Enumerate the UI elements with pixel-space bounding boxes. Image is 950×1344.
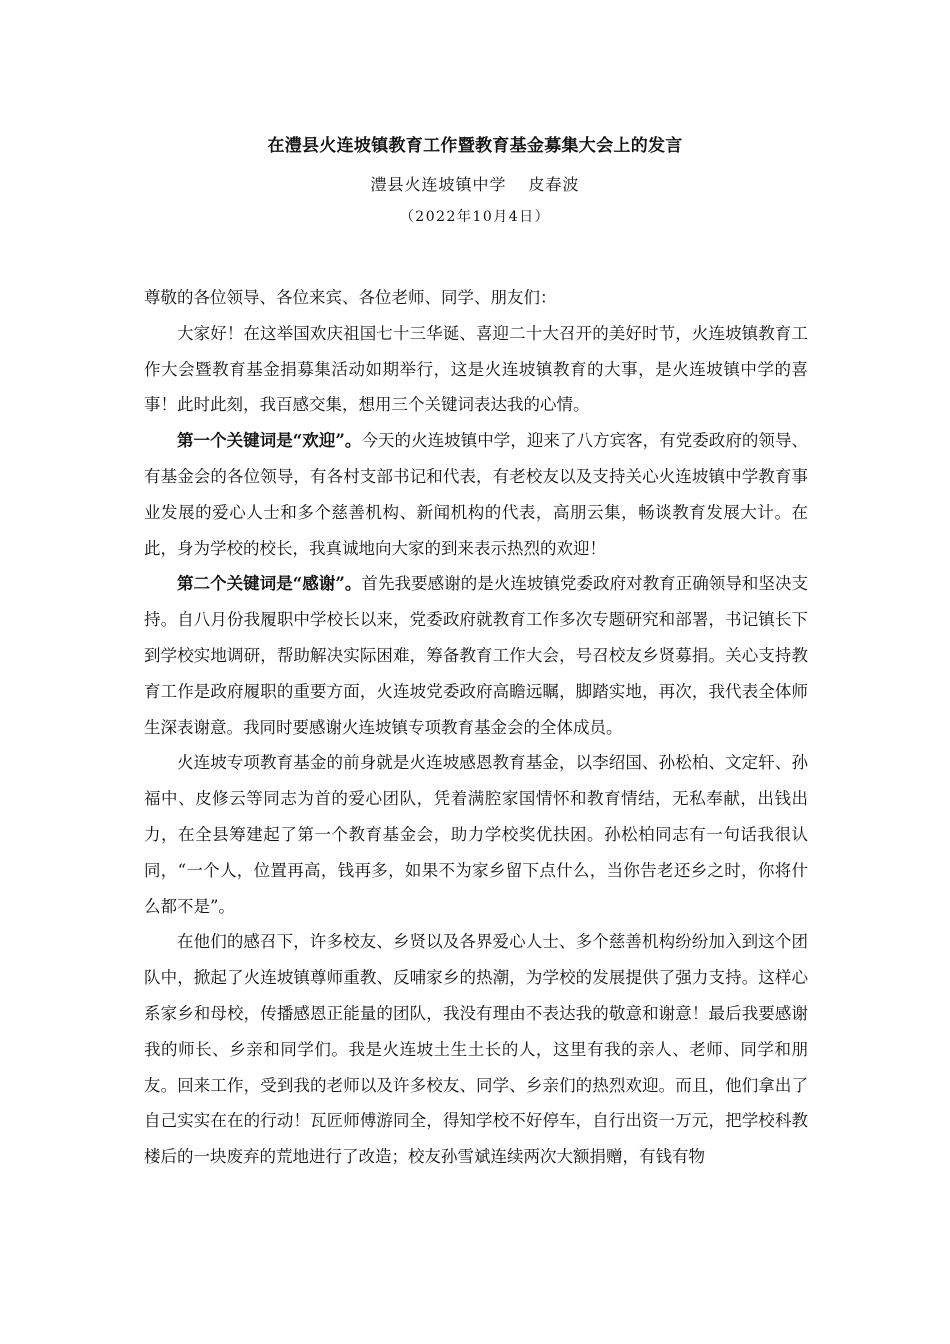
salutation: 尊敬的各位领导、各位来宾、各位老师、同学、朋友们：: [144, 288, 557, 307]
keyword-thanks: 第二个关键词是“感谢”。: [177, 574, 362, 594]
author-line: [0, 172, 950, 195]
paragraph-welcome: [144, 423, 808, 566]
speech-date: （2022年10月4日）: [399, 209, 551, 225]
paragraph-fund-history: 火连坡专项教育基金的前身就是火连坡感恩教育基金，以李绍国、孙松柏、文定轩、孙福中、皮修云等同志为首的爱心团队，凭着满腔家国情怀和教育情结，无私奉献，出钱出力，在全县筹建起了第一个教育基金会，助力学校奖优扶困。孙松柏同志有一句话我很认同，“一个人，位置再高，钱再多，如果不为家乡留下点什么，当你告老还乡之时，你将什么都不是”。: [144, 753, 808, 916]
speech-body: [144, 280, 808, 1175]
paragraph-welcome-text: 今天的火连坡镇中学，迎来了八方宾客，有党委政府的领导、有基金会的各位领导，有各村支部书记和代表，有老校友以及支持关心火连坡镇中学教育事业发展的爱心人士和多个慈善机构、新闻机构的代表，高朋云集，畅谈教育发展大计。在此，身为学校的校长，我真诚地向大家的到来表示热烈的欢迎！: [144, 431, 809, 558]
paragraph-thanks: [144, 566, 808, 745]
paragraph-opening: 大家好！在这举国欢庆祖国七十三华诞、喜迎二十大召开的美好时节，火连坡镇教育工作大会暨教育基金捐募集活动如期举行，这是火连坡镇教育的大事，是火连坡镇中学的喜事！此时此刻，我百感交集，想用三个关键词表达我的心情。: [144, 323, 808, 415]
keyword-welcome: 第一个关键词是“欢迎”。: [177, 431, 362, 451]
author-unit: 澧县火连坡镇中学: [370, 175, 507, 194]
paragraph-supporters: 在他们的感召下，许多校友、乡贤以及各界爱心人士、多个慈善机构纷纷加入到这个团队中，掀起了火连坡镇尊师重教、反哺家乡的热潮，为学校的发展提供了强力支持。这样心系家乡和母校，传播感恩正能量的团队，我没有理由不表达我的敬意和谢意！最后我要感谢我的师长、乡亲和同学们。我是火连坡土生土长的人，这里有我的亲人、老师、同学和朋友。回来工作，受到我的老师以及许多校友、同学、乡亲们的热烈欢迎。而且，他们拿出了自己实实在在的行动！瓦匠师傅游同全，得知学校不好停车，自行出资一万元，把学校科教楼后的一块废弃的荒地进行了改造；校友孙雪斌连续两次大额捐赠，有钱有物: [144, 932, 808, 1167]
speech-title: 在澧县火连坡镇教育工作暨教育基金募集大会上的发言: [267, 136, 683, 156]
author-name: 皮春波: [528, 175, 580, 194]
paragraph-thanks-text: 首先我要感谢的是火连坡镇党委政府对教育正确领导和坚决支持。自八月份我履职中学校长以来，党委政府就教育工作多次专题研究和部署，书记镇长下到学校实地调研，帮助解决实际困难，筹备教育工作大会，号召校友乡贤募捐。关心支持教育工作是政府履职的重要方面，火连坡党委政府高瞻远瞩，脚踏实地，再次，我代表全体师生深表谢意。我同时要感谢火连坡镇专项教育基金会的全体成员。: [144, 574, 809, 737]
